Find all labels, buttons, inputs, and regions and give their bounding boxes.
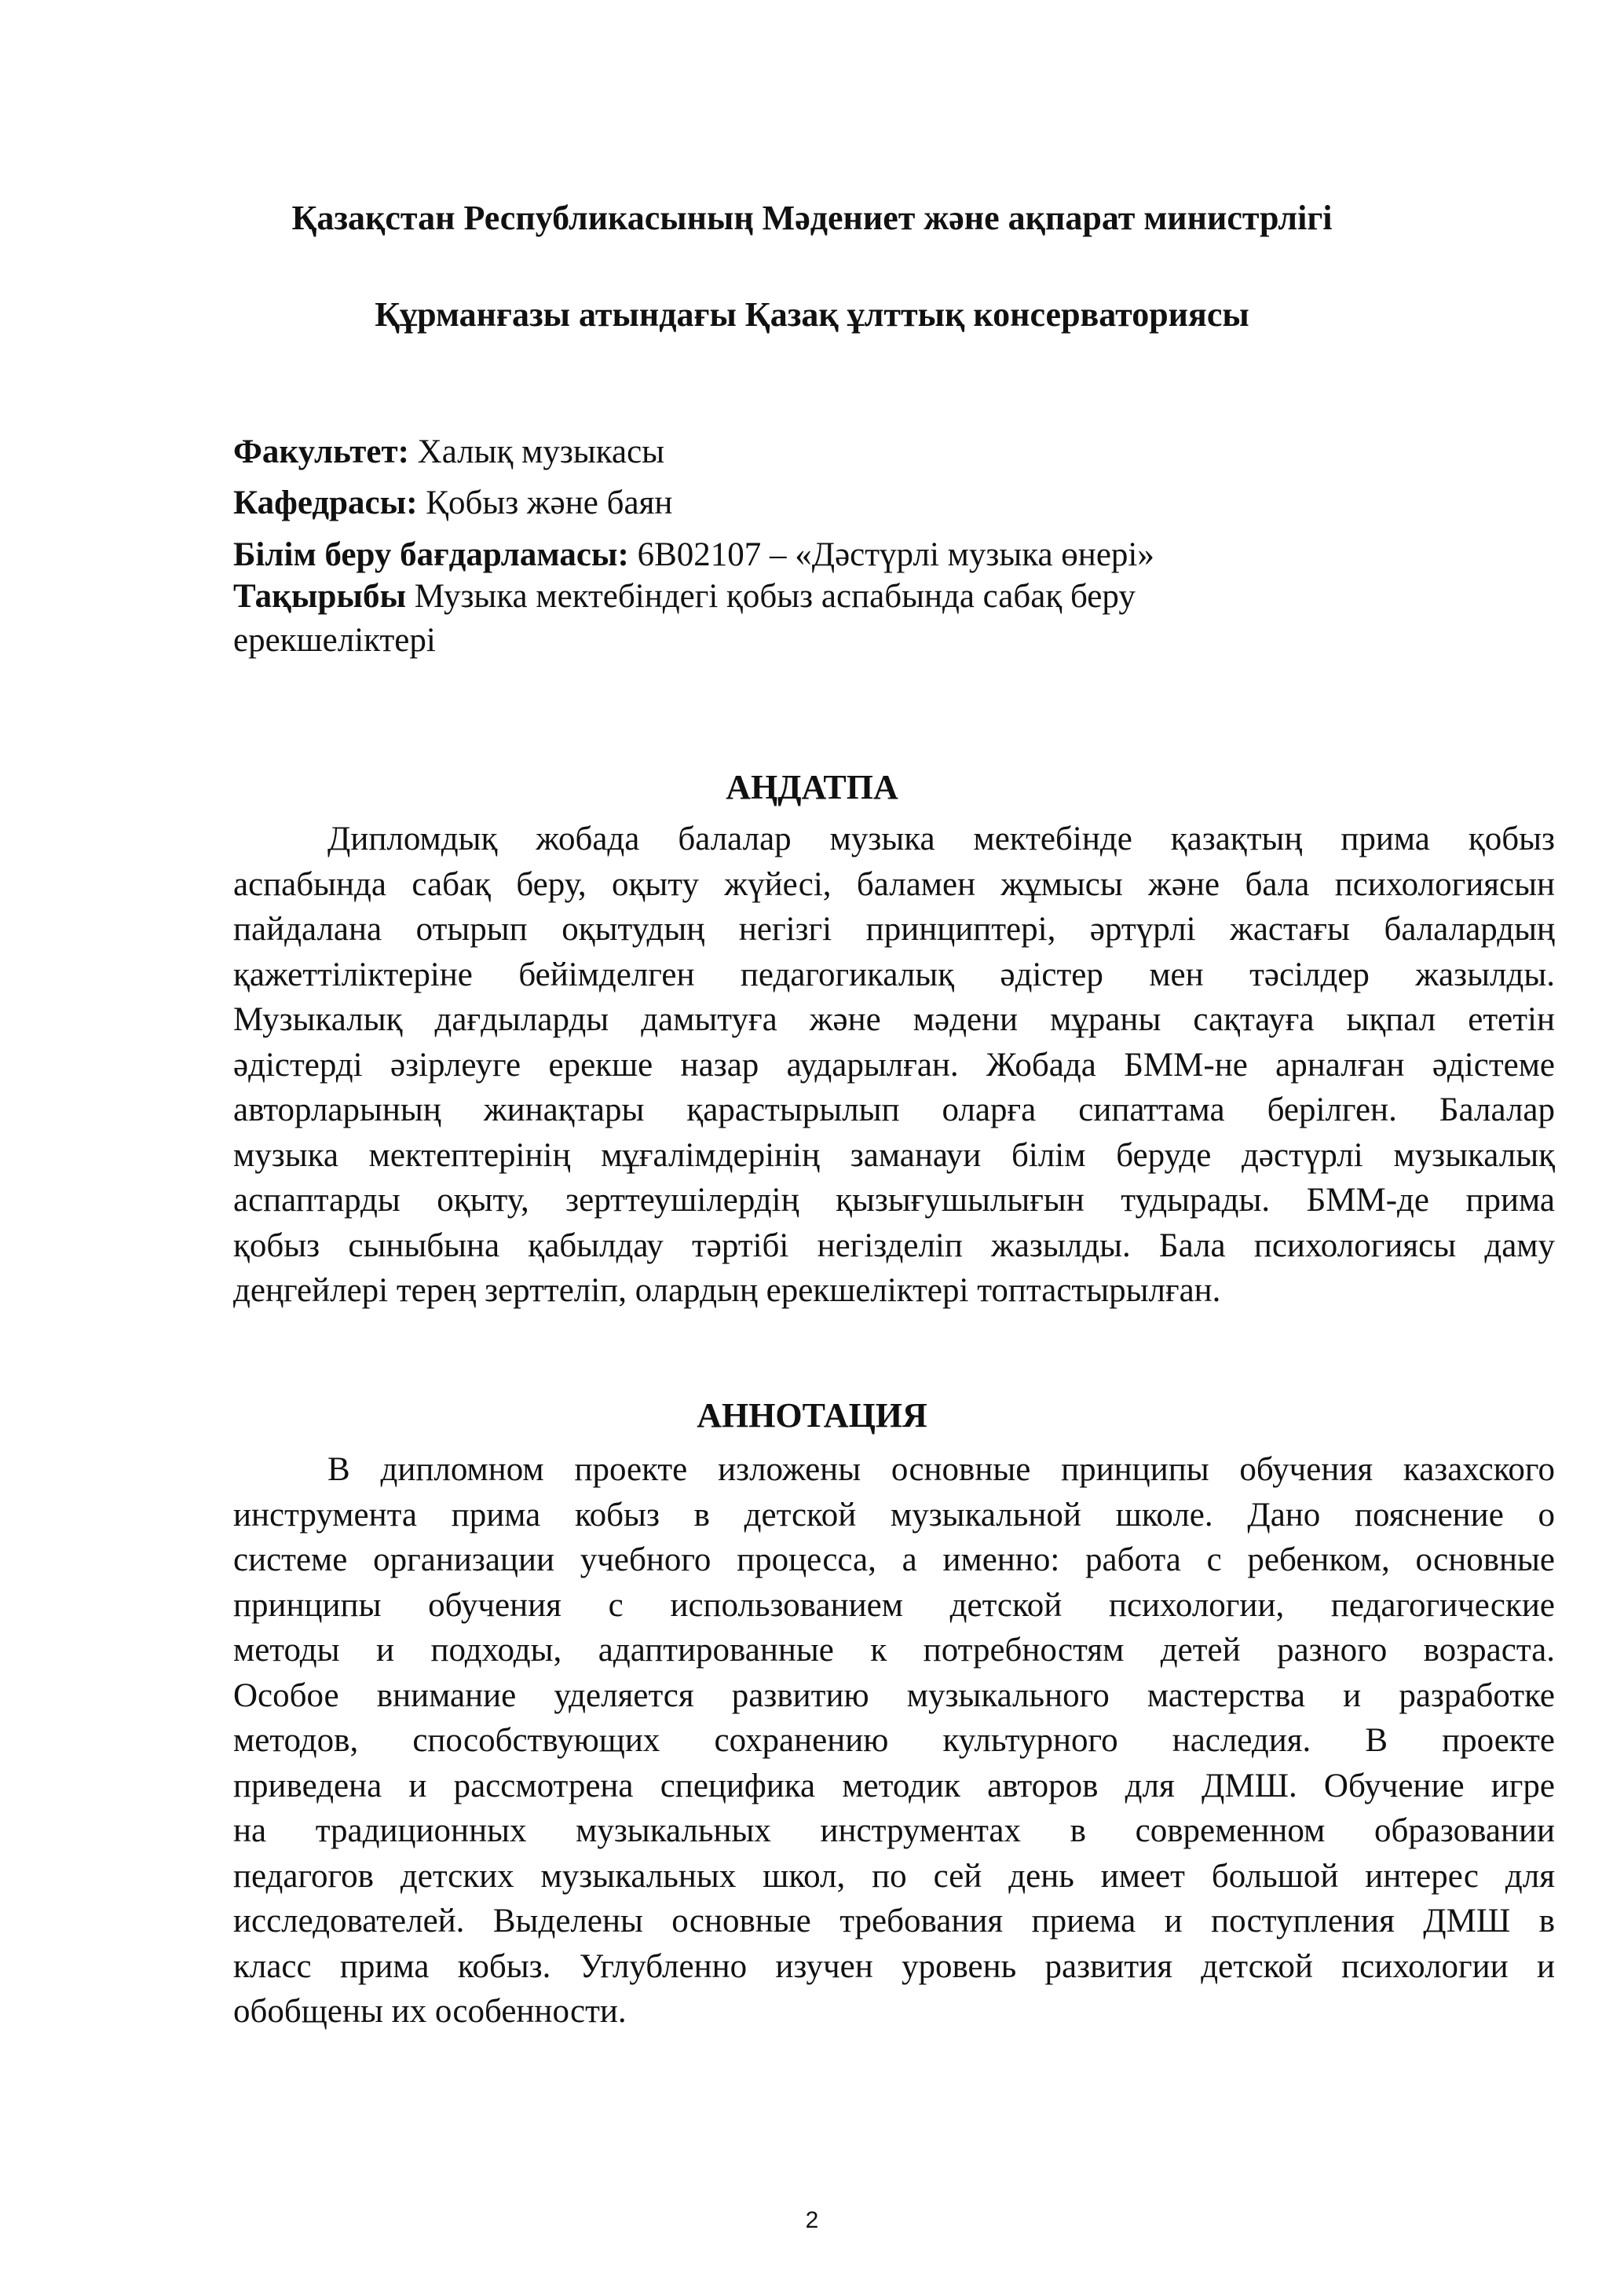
abstract-kk-line: музыка мектептерінің мұғалімдерінің заманауи білім беруде дәстүрлі музыкалық (233, 1136, 1555, 1174)
department-value: Қобыз және баян (417, 484, 673, 521)
faculty-line (233, 430, 1411, 474)
abstract-ru-line: приведена и рассмотрена специфика методик авторов для ДМШ. Обучение игре (233, 1767, 1555, 1804)
topic-value-continued: ерекшеліктері (233, 622, 436, 659)
abstract-kk-line: Музыкалық дағдыларды дамытуға және мәдени мұраны сақтауға ықпал ететін (233, 1001, 1555, 1038)
abstract-kk-line: деңгейлері терең зерттеліп, олардың ерекшеліктері топтастырылған. (233, 1272, 1221, 1309)
topic-line (233, 575, 1411, 663)
ministry-heading: Қазақстан Республикасының Мәдениет және ақпарат министрлігі (291, 199, 1333, 237)
page-number: 2 (805, 2207, 819, 2233)
abstract-ru-line: методы и подходы, адаптированные к потребностям детей разного возраста. (233, 1632, 1555, 1669)
abstract-kk-title: АҢДАТПА (726, 768, 898, 806)
abstract-kk-line: Дипломдық жобада балалар музыка мектебінде қазақтың прима қобыз (327, 821, 1555, 857)
abstract-kk-line: аспаптарды оқыту, зерттеушілердің қызығушылығын тудырады. БММ-де прима (233, 1182, 1555, 1219)
abstract-ru-line: системе организации учебного процесса, а именно: работа с ребенком, основные (233, 1541, 1555, 1578)
topic-value: Музыка мектебіндегі қобыз аспабында сабақ беру (406, 578, 1136, 615)
department-label: Кафедрасы: (233, 484, 418, 521)
abstract-ru-line: класс прима кобыз. Углубленно изучен уровень развития детской психологии и (233, 1947, 1555, 1985)
abstract-ru-line: принципы обучения с использованием детской психологии, педагогические (233, 1586, 1555, 1624)
abstract-ru-body (233, 1447, 1555, 2035)
abstract-kk-body (233, 817, 1555, 1314)
topic-label: Тақырыбы (233, 578, 407, 615)
abstract-ru-title: АННОТАЦИЯ (697, 1396, 927, 1435)
abstract-kk-line: қажеттіліктеріне бейімделген педагогикалық әдістер мен тәсілдер жазылды. (233, 956, 1555, 993)
abstract-ru-line: инструмента прима кобыз в детской музыкальной школе. Дано пояснение о (233, 1496, 1555, 1534)
abstract-kk-line: авторларының жинақтары қарастырылып оларға сипаттама берілген. Балалар (233, 1091, 1555, 1128)
abstract-kk-line: аспабында сабақ беру, оқыту жүйесі, баламен жұмысы және бала психологиясын (233, 865, 1555, 903)
abstract-ru-line: В дипломном проекте изложены основные принципы обучения казахского (327, 1451, 1555, 1488)
abstract-ru-line: исследователей. Выделены основные требования приема и поступления ДМШ в (233, 1903, 1555, 1940)
abstract-kk-line: пайдалана отырып оқытудың негізгі принциптері, әртүрлі жастағы балалардың (233, 911, 1555, 948)
abstract-kk-line: әдістерді әзірлеуге ерекше назар аударылған. Жобада БММ-не арналған әдістеме (233, 1046, 1555, 1084)
department-line (233, 481, 1411, 525)
program-line (233, 533, 1411, 577)
program-value: 6В02107 – «Дәстүрлі музыка өнері» (628, 536, 1154, 573)
abstract-ru-line: педагогов детских музыкальных школ, по сей день имеет большой интерес для (233, 1857, 1555, 1895)
faculty-value: Халық музыкасы (408, 433, 665, 470)
abstract-kk-line: қобыз сыныбына қабылдау тәртібі негізделіп жазылды. Бала психологиясы даму (233, 1227, 1555, 1264)
abstract-ru-line: Особое внимание уделяется развитию музыкального мастерства и разработке (233, 1676, 1555, 1714)
abstract-ru-line: обобщены их особенности. (233, 1993, 627, 2030)
abstract-ru-line: методов, способствующих сохранению культурного наследия. В проекте (233, 1722, 1555, 1759)
conservatory-heading: Құрманғазы атындағы Қазақ ұлттық консерваториясы (375, 295, 1249, 334)
program-label: Білім беру бағдарламасы: (233, 536, 629, 573)
faculty-label: Факультет: (233, 433, 409, 470)
abstract-ru-line: на традиционных музыкальных инструментах в современном образовании (233, 1812, 1555, 1849)
